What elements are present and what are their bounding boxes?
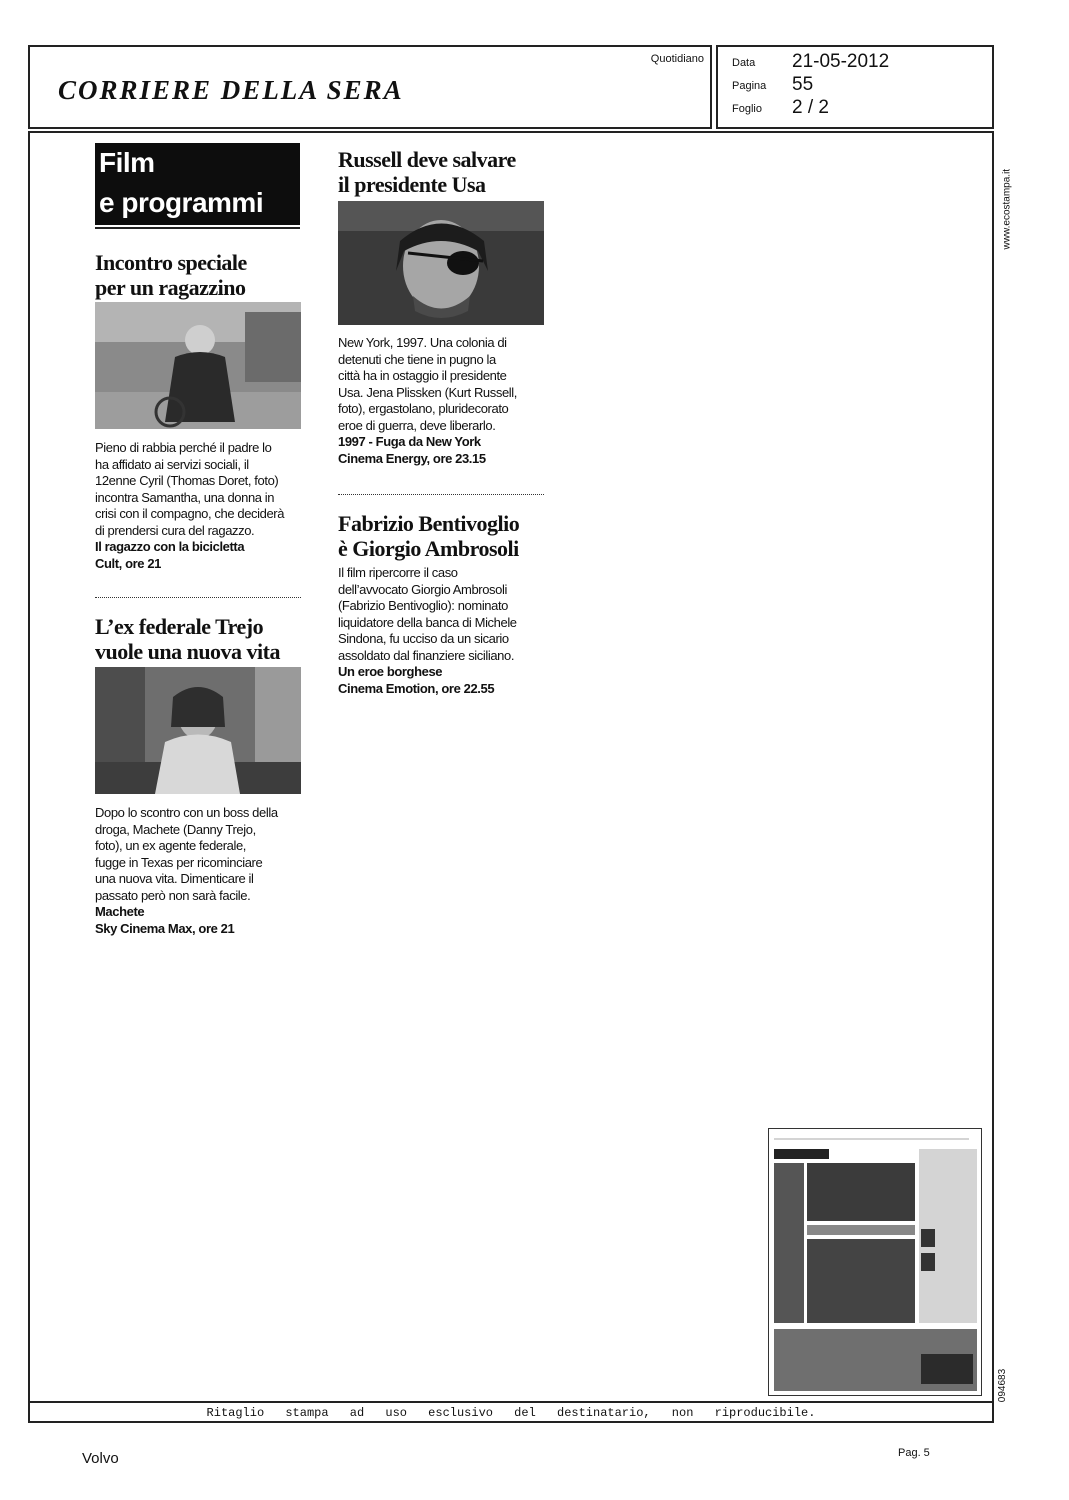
page-number: Pag. 5 [898,1447,930,1459]
article-4 [338,511,558,561]
side-code: 094683 [997,1368,1009,1403]
article-2-headline: L’ex federale Trejo vuole una nuova vita [95,614,280,664]
metadata-box: Data 21-05-2012 Pagina 55 Foglio 2 / 2 [716,45,994,129]
masthead-box [28,45,712,129]
section-title: Film e programmi [95,143,300,225]
article-3-channel: Cinema Energy, ore 23.15 [338,450,486,466]
article-1-photo [95,302,301,429]
article-4-channel: Cinema Emotion, ore 22.55 [338,680,495,696]
disclaimer-bar [30,1401,992,1421]
article-4-film-title: Un eroe borghese [338,664,443,679]
page-thumbnail [768,1128,982,1396]
article-3-film-title: 1997 - Fuga da New York [338,434,481,449]
article-1 [95,250,305,300]
article-2 [95,614,310,664]
article-2-photo [95,667,301,794]
newspaper-masthead: CORRIERE DELLA SERA [58,75,404,105]
article-1-film-title: Il ragazzo con la bicicletta [95,539,245,554]
article-3-body: New York, 1997. Una colonia di detenuti che tiene in pugno la città ha in ostaggio il presidente Usa. Jena Plissken (Kurt Russell, foto), ergastolano, pluridecorato eroe di guerra, deve liberarlo. 1997 - Fuga da New York Cinema Energy, ore 23.15 [338,335,553,467]
article-4-headline: Fabrizio Bentivoglio è Giorgio Ambrosoli [338,511,520,561]
article-3 [338,147,553,197]
article-2-channel: Sky Cinema Max, ore 21 [95,920,235,936]
separator [338,494,544,495]
article-1-headline: Incontro speciale per un ragazzino [95,250,247,300]
section-rule [95,227,300,229]
article-1-body: Pieno di rabbia perché il padre lo ha affidato ai servizi sociali, il 12enne Cyril (Thomas Doret, foto) incontra Samantha, una donna in crisi con il compagno, che deciderà di prendersi cura del ragazzo. Il ragazzo con la bicicletta Cult, ore 21 [95,440,310,572]
publication-type: Quotidiano [650,53,704,65]
article-1-channel: Cult, ore 21 [95,555,161,571]
article-2-body: Dopo lo scontro con un boss della droga, Machete (Danny Trejo, foto), un ex agente federale, fugge in Texas per ricominciare una nuova vita. Dimenticare il passato però non sarà facile. Machete Sky Cinema Max, ore 21 [95,805,310,937]
article-2-film-title: Machete [95,904,145,919]
separator [95,597,301,598]
article-3-headline: Russell deve salvare il presidente Usa [338,147,516,197]
article-4-body: Il film ripercorre il caso dell’avvocato Giorgio Ambrosoli (Fabrizio Bentivoglio): nominato liquidatore della banca di Michele Sindona, fu ucciso da un sicario assoldato dal finanziere siciliano. Un eroe borghese Cinema Emotion, ore 22.55 [338,565,558,697]
client-name: Volvo [82,1450,119,1467]
disclaimer-text: Ritaglio stampa ad uso esclusivo del destinatario, non riproducibile. [206,1406,816,1420]
article-3-photo [338,201,544,325]
side-url: www.ecostampa.it [1001,168,1013,250]
